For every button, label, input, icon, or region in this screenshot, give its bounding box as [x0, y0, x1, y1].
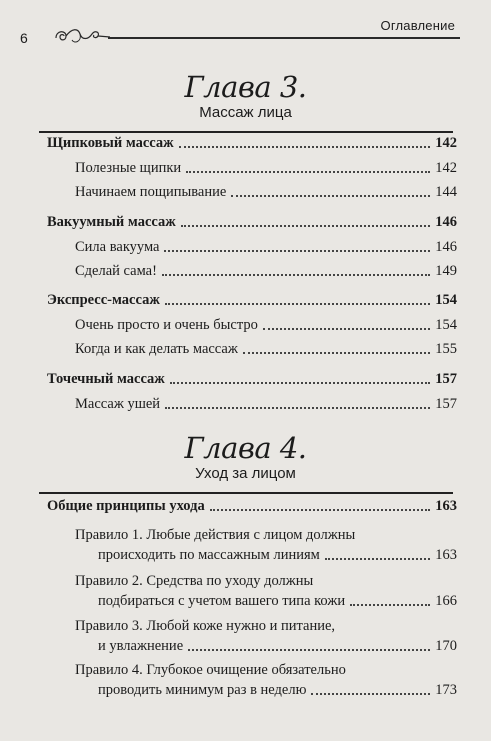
toc-item-line1: Правило 1. Любые действия с лицом должны — [75, 527, 356, 543]
chapter-label: Глава 4. — [184, 431, 307, 465]
toc-item-title: Сделай сама! — [75, 263, 157, 279]
toc-section[interactable] — [47, 291, 457, 309]
toc-item-title: Массаж ушей — [75, 396, 161, 412]
toc-item[interactable] — [75, 316, 457, 334]
leader-dots — [165, 407, 430, 409]
leader-dots — [210, 509, 431, 511]
leader-dots — [181, 225, 430, 227]
flourish-icon — [52, 24, 110, 48]
toc-page: 163 — [435, 498, 457, 514]
leader-dots — [164, 250, 430, 252]
toc-item-title: и увлажнение — [98, 638, 184, 654]
page-header — [0, 0, 491, 60]
toc-section[interactable] — [47, 497, 457, 515]
toc-section[interactable] — [47, 370, 457, 388]
toc-page: 149 — [435, 263, 457, 279]
leader-dots — [170, 382, 430, 384]
toc-section-title: Точечный массаж — [47, 371, 165, 387]
toc-page: 142 — [435, 160, 457, 176]
chapter-title: Массаж лица — [199, 104, 292, 121]
toc-item[interactable] — [75, 183, 457, 201]
toc-page: 157 — [435, 396, 457, 412]
toc-page: 146 — [435, 214, 457, 230]
leader-dots — [186, 171, 430, 173]
toc-section-title: Общие принципы ухода — [47, 498, 205, 514]
toc-section-title: Щипковый массаж — [47, 135, 174, 151]
header-rule — [108, 37, 460, 39]
toc-item-title: происходить по массажным линиям — [98, 547, 320, 563]
toc-section[interactable] — [47, 213, 457, 231]
toc-page: 142 — [435, 135, 457, 151]
toc-section-title: Экспресс-массаж — [47, 292, 160, 308]
chapter-3-heading — [0, 72, 491, 133]
chapter-title: Уход за лицом — [195, 465, 296, 482]
toc-item-title: Сила вакуума — [75, 239, 160, 255]
toc-page: 157 — [435, 371, 457, 387]
leader-dots — [243, 352, 430, 354]
toc-item-title: Когда и как делать массаж — [75, 341, 238, 357]
toc-item[interactable] — [75, 340, 457, 358]
toc-item[interactable] — [75, 395, 457, 413]
toc-page: 154 — [435, 317, 457, 333]
leader-dots — [165, 303, 430, 305]
leader-dots — [231, 195, 430, 197]
leader-dots — [263, 328, 430, 330]
chapter-rule — [39, 492, 453, 494]
toc-item-line1: Правило 2. Средства по уходу должны — [75, 573, 314, 589]
toc-page: 146 — [435, 239, 457, 255]
toc-item[interactable] — [98, 592, 457, 610]
toc-item[interactable] — [98, 681, 457, 699]
toc-section-title: Вакуумный массаж — [47, 214, 176, 230]
leader-dots — [162, 274, 430, 276]
chapter-4-heading — [0, 433, 491, 494]
toc-item[interactable] — [75, 262, 457, 280]
toc-page: 155 — [435, 341, 457, 357]
leader-dots — [179, 146, 431, 148]
toc-item-title: Начинаем пощипывание — [75, 184, 227, 200]
leader-dots — [350, 604, 430, 606]
leader-dots — [325, 558, 430, 560]
leader-dots — [188, 649, 430, 651]
toc-page: 144 — [435, 184, 457, 200]
toc-item-line1: Правило 4. Глубокое очищение обязательно — [75, 662, 346, 678]
toc-page: 163 — [435, 547, 457, 563]
toc-page: 154 — [435, 292, 457, 308]
page-number: 6 — [20, 30, 28, 46]
toc-item[interactable] — [75, 159, 457, 177]
toc-item[interactable] — [98, 637, 457, 655]
chapter-label: Глава 3. — [184, 70, 307, 104]
toc-item-title: Полезные щипки — [75, 160, 182, 176]
toc-page: 166 — [435, 593, 457, 609]
toc-page: 170 — [435, 638, 457, 654]
toc-item[interactable] — [98, 546, 457, 564]
toc-item-title: проводить минимум раз в неделю — [98, 682, 307, 698]
toc-item-line1: Правило 3. Любой коже нужно и питание, — [75, 618, 336, 634]
toc-page: 173 — [435, 682, 457, 698]
chapter-rule — [39, 131, 453, 133]
toc-section[interactable] — [47, 134, 457, 152]
running-title: Оглавление — [380, 18, 455, 33]
toc-item-title: подбираться с учетом вашего типа кожи — [98, 593, 346, 609]
leader-dots — [311, 693, 430, 695]
toc-item-title: Очень просто и очень быстро — [75, 317, 258, 333]
toc-item[interactable] — [75, 238, 457, 256]
